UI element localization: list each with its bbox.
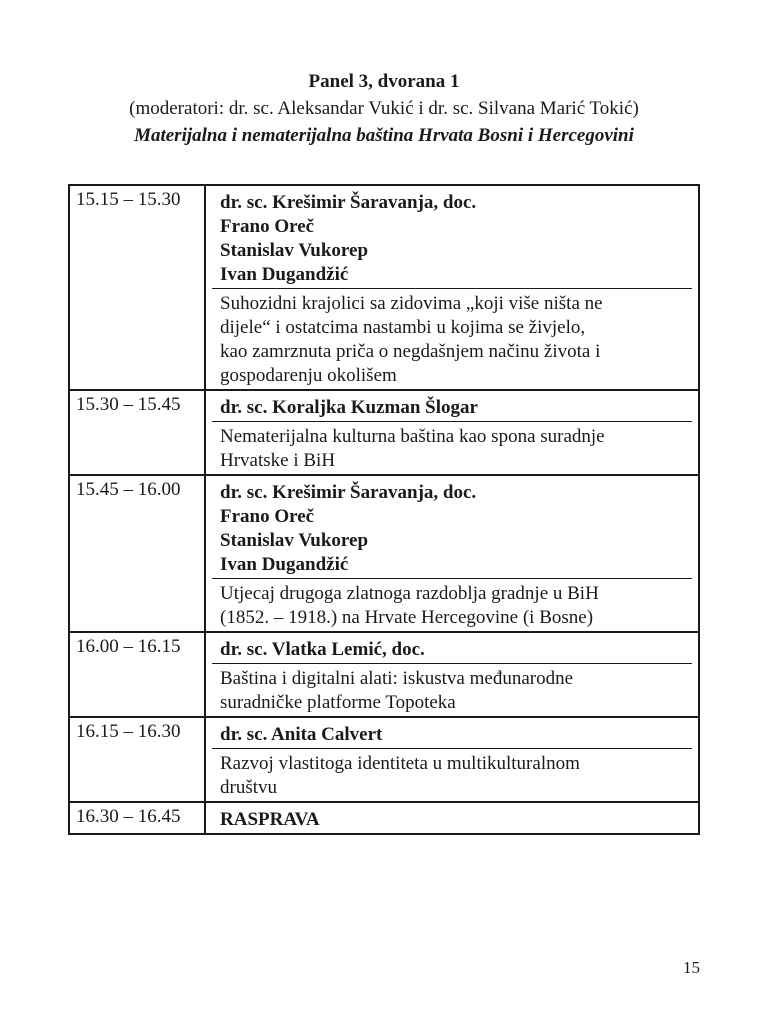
talk-title-line: kao zamrznuta priča o negdašnjem načinu života i (220, 341, 601, 362)
session-time: 15.30 – 15.45 (69, 390, 205, 475)
panel-title: Panel 3, dvorana 1 (308, 71, 460, 92)
talk-title-line: (1852. – 1918.) na Hrvate Hercegovine (i Bosne) (220, 607, 594, 628)
session-content (205, 632, 699, 717)
table-row (69, 802, 699, 834)
session-time: 15.45 – 16.00 (69, 475, 205, 632)
talk-title (212, 663, 692, 716)
moderators-line: (moderatori: dr. sc. Aleksandar Vukić i dr. sc. Silvana Marić Tokić) (129, 98, 639, 119)
speaker-name: dr. sc. Krešimir Šaravanja, doc. (220, 482, 477, 503)
talk-title-line: Utjecaj drugoga zlatnoga razdoblja gradnje u BiH (220, 583, 599, 604)
talk-title-line: dijele“ i ostatcima nastambi u kojima se živjelo, (220, 317, 586, 338)
talk-title-line: Suhozidni krajolici sa zidovima „koji više ništa ne (220, 293, 603, 314)
session-content (205, 717, 699, 802)
talk-title-line: društvu (220, 777, 277, 798)
talk-title-line: gospodarenju okolišem (220, 365, 397, 386)
speaker-list (212, 393, 692, 421)
session-content (205, 185, 699, 390)
session-time: 15.15 – 15.30 (69, 185, 205, 390)
speaker-list (212, 188, 692, 288)
talk-title (212, 421, 692, 474)
talk-title (212, 288, 692, 389)
session-content (205, 475, 699, 632)
panel-subtitle: Materijalna i nematerijalna baština Hrvata Bosni i Hercegovini (134, 125, 634, 146)
session-time: 16.00 – 16.15 (69, 632, 205, 717)
talk-title-line: Nematerijalna kulturna baština kao spona suradnje (220, 426, 605, 447)
speaker-name: Frano Oreč (220, 216, 315, 237)
speaker-name: dr. sc. Krešimir Šaravanja, doc. (220, 192, 477, 213)
speaker-name: dr. sc. Anita Calvert (220, 724, 383, 745)
speaker-list (212, 720, 692, 748)
talk-title-line: suradničke platforme Topoteka (220, 692, 456, 713)
speaker-name: dr. sc. Koraljka Kuzman Šlogar (220, 397, 478, 418)
talk-title (212, 748, 692, 801)
speaker-list (212, 478, 692, 578)
talk-title (212, 578, 692, 631)
talk-title-line: Baština i digitalni alati: iskustva međunarodne (220, 668, 574, 689)
session-time: 16.15 – 16.30 (69, 717, 205, 802)
talk-title-line: Hrvatske i BiH (220, 450, 336, 471)
session-time: 16.30 – 16.45 (69, 802, 205, 834)
page-header (0, 68, 768, 149)
session-content (205, 390, 699, 475)
page-number: 15 (683, 958, 700, 977)
speaker-name: RASPRAVA (220, 809, 320, 830)
table-row (69, 390, 699, 475)
session-content (205, 802, 699, 834)
speaker-name: Stanislav Vukorep (220, 530, 369, 551)
table-row (69, 632, 699, 717)
table-row (69, 475, 699, 632)
speaker-name: Frano Oreč (220, 506, 315, 527)
speaker-name: Stanislav Vukorep (220, 240, 369, 261)
speaker-list (212, 635, 692, 663)
speaker-name: Ivan Dugandžić (220, 264, 349, 285)
talk-title-line: Razvoj vlastitoga identiteta u multikulturalnom (220, 753, 580, 774)
speaker-list (212, 805, 692, 833)
table-row (69, 717, 699, 802)
speaker-name: Ivan Dugandžić (220, 554, 349, 575)
table-row (69, 185, 699, 390)
speaker-name: dr. sc. Vlatka Lemić, doc. (220, 639, 425, 660)
schedule-table (68, 184, 700, 835)
